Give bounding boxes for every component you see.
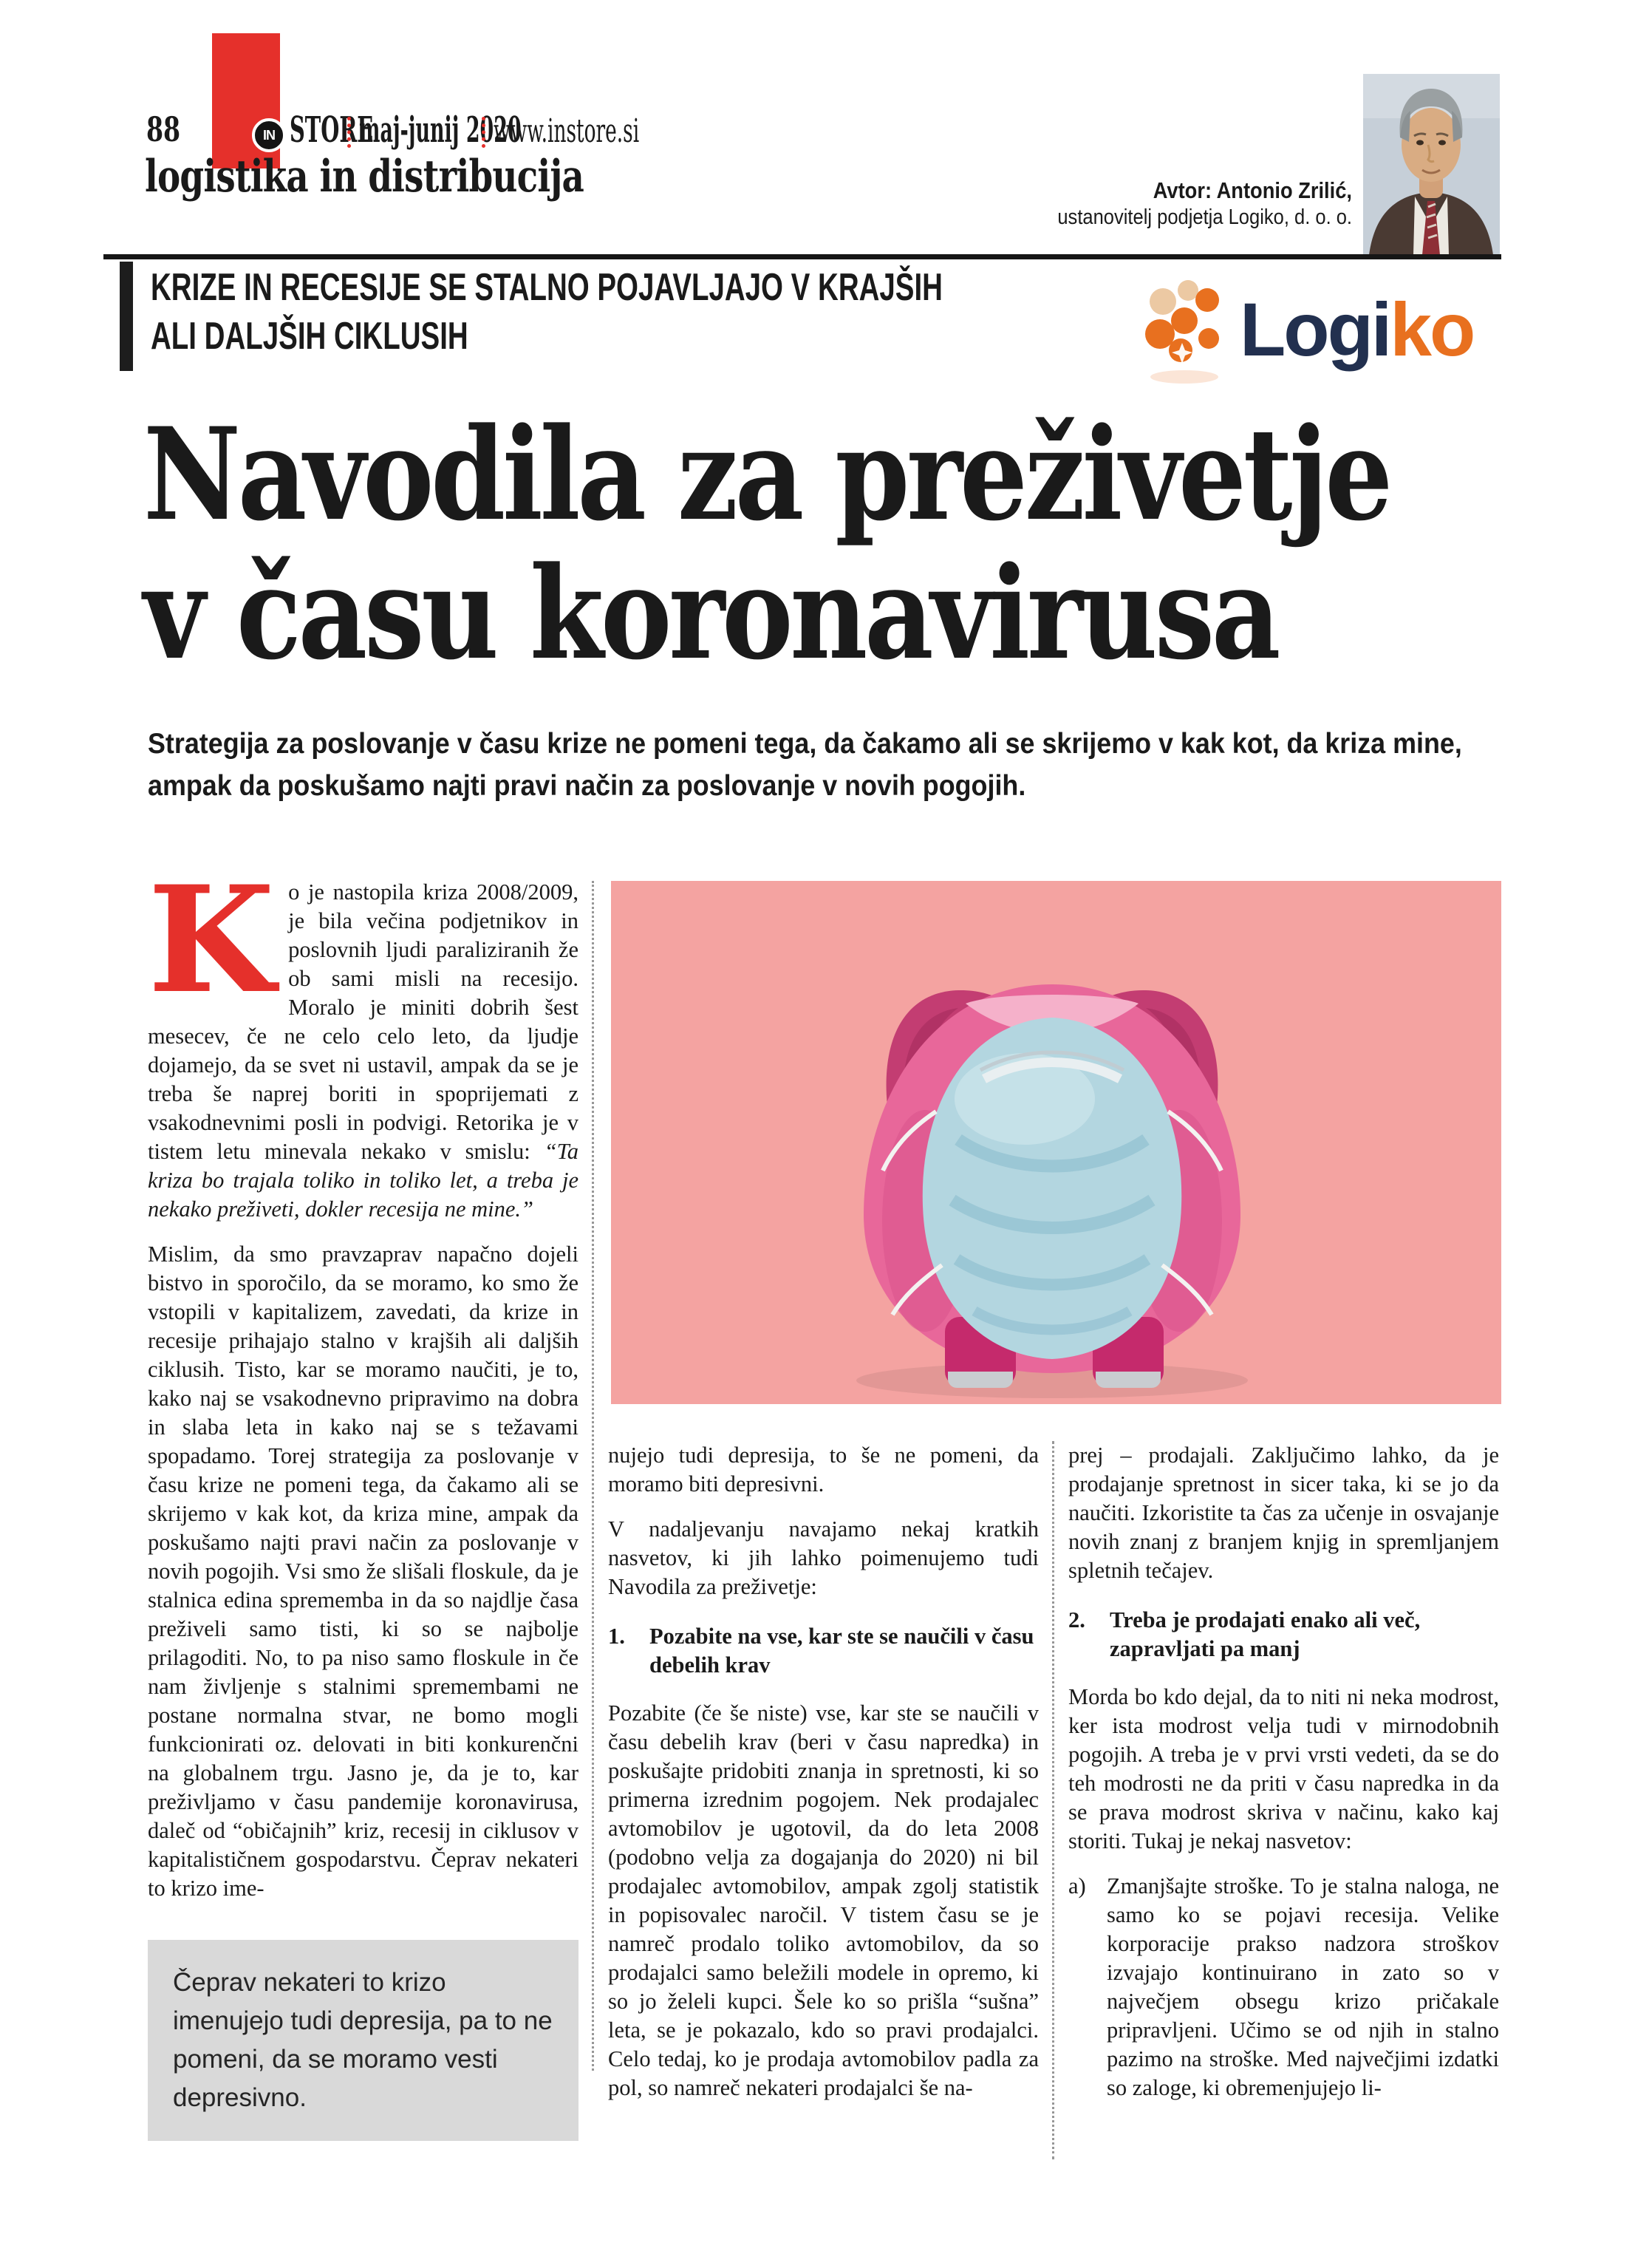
article-lead: Strategija za poslovanje v času krize ne pomeni tega, da čakamo ali se skrijemo v kak kot, da kriza mine, ampak da poskušamo najti pravi način za poslovanje v novih pogojih.: [148, 728, 1462, 802]
pull-quote-box: Čeprav nekateri to krizo imenujejo tudi depresija, pa to ne pomeni, da se moramo vesti depresivno.: [148, 1940, 578, 2141]
column-divider-dotted: [592, 881, 594, 2071]
article-column-1: [148, 854, 578, 2141]
drop-cap: K: [148, 854, 276, 1026]
logiko-wordmark-logi: Logi: [1240, 287, 1390, 372]
header-divider-rule: [103, 254, 1501, 259]
instore-store-label: STORE: [290, 109, 374, 151]
instore-in-circle-icon: [252, 118, 286, 152]
kicker-line-2: ALI DALJŠIH CIKLUSIH: [151, 315, 468, 358]
paragraph-text: o je nastopila kriza 2008/2009, je bila večina podjetnikov in poslovnih ljudi paraliziranih že ob sami misli na recesijo. Moralo je miniti dobrih šest mesecev, če ne celo celo leto, da ljudje dojamejo, da se svet ni ustavil, ampak da se je treba še naprej boriti in spoprijemati z vsakodnevnimi posli in podvigi. Retorika je v tistem letu minevala nekako v smislu:: [148, 879, 578, 1164]
article-title-line-2: v času koronavirusa: [143, 538, 1278, 688]
author-name: Avtor: Antonio Zrilić,: [1153, 177, 1352, 203]
list-item-text: Zmanjšajte stroške. To je stalna naloga, ne samo ko se pojavi recesija. Velike korporacije prakso nadzora stroškov izvajajo kontinuirano in zato so v največjem obsegu krizo pričakale pripravljeni. Učimo se od njih in stalno pazimo na stroške. Med največjimi izdatki so zaloge, ki obremenjujejo li-: [1107, 1873, 1499, 2100]
author-portrait-photo: [1363, 74, 1500, 255]
subheading-number: 2.: [1068, 1607, 1085, 1632]
piggy-bank-face-mask-photo: [611, 881, 1501, 1404]
list-item-marker: a): [1068, 1873, 1086, 1898]
inline-quote-italic: “Ta kriza bo trajala toliko in toliko let, a treba je nekako preživeti, dokler recesija ne mine.”: [148, 1139, 578, 1222]
author-role: ustanovitelj podjetja Logiko, d. o. o.: [1057, 205, 1352, 229]
section-title: logistika in distribucija: [145, 151, 584, 202]
numbered-subheading-1: [608, 1622, 1039, 1680]
portrait-illustration: [1363, 74, 1500, 255]
kicker-bar: [120, 262, 133, 371]
paragraph: Mislim, da smo pravzaprav napačno dojeli bistvo in sporočilo, da se moramo, ko smo že vstopili v kapitalizem, zavedati, da krize in recesije prihajajo stalno v krajših ali daljših ciklusih. Tisto, kar se moramo naučiti, je to, kako naj se vsakodnevno pripravimo na dobra in slaba leta in kako naj se s težavami spopadamo. Torej strategija za poslovanje v času krize ne pomeni tega, da čakamo ali se skrijemo v kak kot, da kriza mine, ampak da poskušamo najti pravi način za poslovanje v novih pogojih. Vsi smo že slišali floskule, da je stalnica edina sprememba in da so najdlje časa preživeli samo tisti, ki so se najbolje prilagoditi. No, to pa niso samo floskule in če nam življenje s stalnimi spremembami ne postane normalna stvar, ne bomo mogli funkcionirati oz. delovati in biti konkurenčni na globalnem trgu. Jasno je, da je to, kar preživljamo v času pandemije koronavirusa, daleč od “običajnih” kriz, recesij in ciklusov v kapitalističnem gospodarstvu. Čeprav nekateri to krizo ime-: [148, 1242, 578, 1901]
header-dotted-separator: [347, 117, 351, 148]
article-column-2: [608, 1441, 1039, 2119]
subheading-number: 1.: [608, 1624, 625, 1649]
subheading-text: Pozabite na vse, kar ste se naučili v času debelih krav: [649, 1624, 1034, 1678]
kicker-line-1: KRIZE IN RECESIJE SE STALNO POJAVLJAJO V KRAJŠIH: [151, 266, 943, 309]
paragraph: prej – prodajali. Zaključimo lahko, da je prodajanje spretnost in sicer taka, ki se jo da naučiti. Izkoristite ta čas za učenje in osvajanje novih znanj z branjem knjig in spremljanjem spletnih tečajev.: [1068, 1443, 1499, 1583]
article-column-3: [1068, 1441, 1499, 2102]
paragraph: Pozabite (če še niste) vse, kar ste se naučili v času debelih krav (beri v času napredka) in poskušajte pridobiti znanja in spretnosti, ki so primerna izrednim pogojem. Nek prodajalec avtomobilov je ugotovil, da do leta 2008 (podobno velja za dogajanja do 2020) ni bil prodajalec avtomobilov, ampak zgolj statistik in popisovalec naročil. V tistem času se je namreč prodalo toliko avtomobilov, da so prodajalci samo beležili modele in opremo, ki so jo želeli kupci. Šele ko so prišla “sušna” leta, se je pokazalo, kdo so pravi prodajalci. Celo tedaj, ko je prodaja avtomobilov padla za pol, so namreč nekateri prodajalci še na-: [608, 1700, 1039, 2100]
website-url: www.instore.si: [494, 112, 640, 150]
lettered-list-item-a: [1068, 1872, 1499, 2102]
issue-date: maj-junij 2020: [359, 109, 522, 151]
kicker-headline: [151, 263, 1221, 361]
paragraph: V nadaljevanju navajamo nekaj kratkih nasvetov, ki jih lahko poimenujemo tudi Navodila za preživetje:: [608, 1516, 1039, 1599]
paragraph: [148, 854, 578, 1224]
numbered-subheading-2: [1068, 1606, 1499, 1663]
logiko-logo-icon: [1144, 275, 1232, 386]
logiko-wordmark-ko: ko: [1390, 287, 1474, 372]
logiko-logo-wordmark: [1240, 287, 1473, 373]
paragraph: nujejo tudi depresija, to še ne pomeni, da moramo biti depresivni.: [608, 1443, 1039, 1496]
instore-in-label: IN: [263, 127, 275, 143]
article-title-line-1: Navodila za preživetje: [143, 399, 1390, 549]
header-dotted-separator: [482, 117, 485, 148]
subheading-text: Treba je prodajati enako ali več, zapravljati pa manj: [1110, 1607, 1421, 1661]
column-divider-dotted: [1052, 1441, 1054, 2159]
page-number: 88: [146, 109, 181, 149]
paragraph: Morda bo kdo dejal, da to niti ni neka modrost, ker ista modrost velja tudi v mirnodobnih pogojih. A treba je v prvi vrsti vedeti, da se do teh modrosti ne da priti v času napredka in da se prava modrost skriva v načinu, kako kaj storiti. Tukaj je nekaj nasvetov:: [1068, 1684, 1499, 1853]
